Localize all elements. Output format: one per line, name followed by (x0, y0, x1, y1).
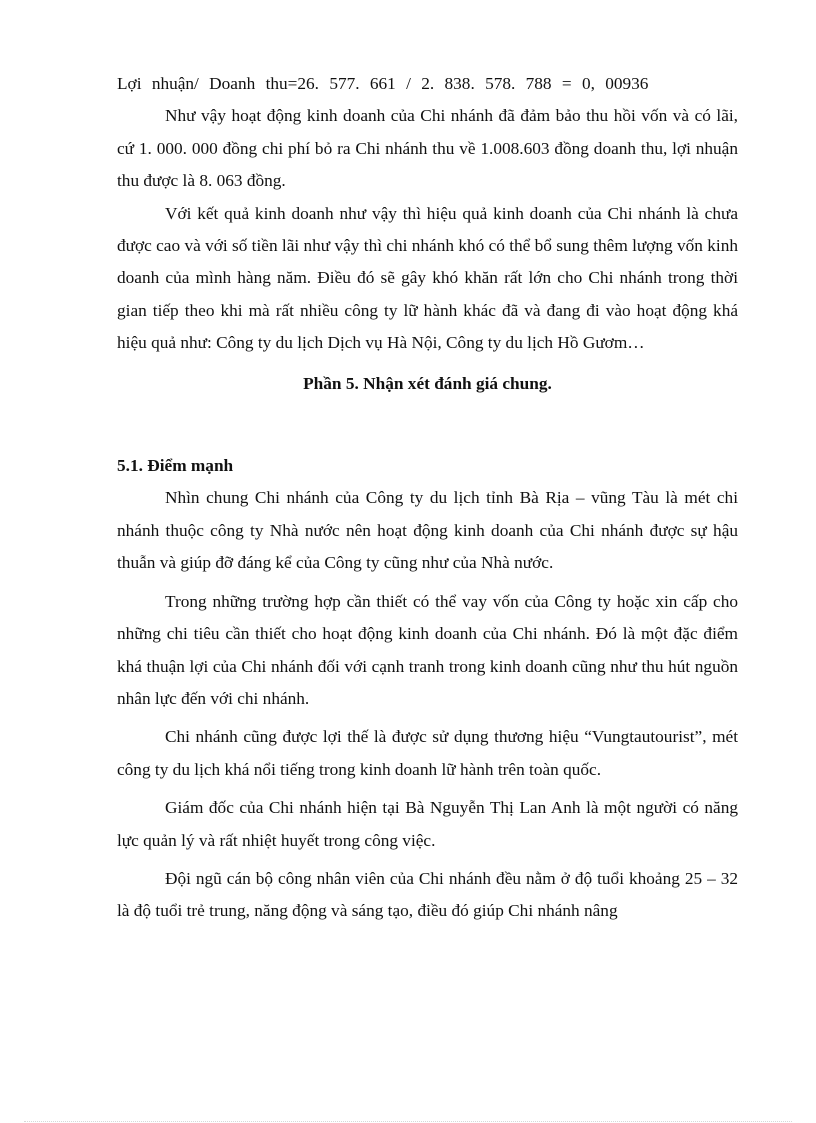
paragraph-director: Giám đốc của Chi nhánh hiện tại Bà Nguyễn Thị Lan Anh là một người có năng lực quản lý và rất nhiệt huyết trong công việc. (117, 798, 738, 850)
paragraph-capital-access: Trong những trường hợp cần thiết có thể vay vốn của Công ty hoặc xin cấp cho những chi tiêu cần thiết cho hoạt động kinh doanh của Chi nhánh. Đó là một đặc điểm khá thuận lợi của Chi nhánh đối với cạnh tranh trong kinh doanh cũng như thu hút nguồn nhân lực đến với chi nhánh. (117, 591, 738, 708)
paragraph-brand-advantage: Chi nhánh cũng được lợi thế là được sử dụng thương hiệu “Vungtautourist”, mét công ty du lịch khá nổi tiếng trong kinh doanh lữ hành trên toàn quốc. (117, 727, 738, 779)
section-title: Phần 5. Nhận xét đánh giá chung. (303, 373, 552, 393)
spacer (117, 360, 738, 368)
paragraph-profit-summary: Như vậy hoạt động kinh doanh của Chi nhánh đã đảm bảo thu hồi vốn và có lãi, cứ 1. 000. 000 đồng chi phí bỏ ra Chi nhánh thu về 1.008.603 đồng doanh thu, lợi nhuận thu được là 8. 063 đồng. (117, 106, 738, 191)
subsection-title: 5.1. Điểm mạnh (117, 456, 234, 476)
paragraph-staff: Đội ngũ cán bộ công nhân viên của Chi nhánh đều nằm ở độ tuổi khoảng 25 – 32 là độ tuổi trẻ trung, năng động và sáng tạo, điều đó giúp Chi nhánh nâng (117, 868, 738, 921)
paragraph-state-backing: Nhìn chung Chi nhánh của Công ty du lịch tỉnh Bà Rịa – vũng Tàu là mét chi nhánh thuộc công ty Nhà nước nên hoạt động kinh doanh của Chi nhánh được sự hậu thuẫn và giúp đỡ đáng kể của Công ty cũng như của Nhà nước. (117, 488, 738, 573)
ratio-formula-line: Lợi nhuận/ Doanh thu=26. 577. 661 / 2. 838. 578. 788 = 0, 00936 (117, 74, 649, 93)
page-bottom-border (24, 1121, 792, 1122)
paragraph-efficiency-assessment: Với kết quả kinh doanh như vậy thì hiệu quả kinh doanh của Chi nhánh là chưa được cao và với số tiền lãi như vậy thì chi nhánh khó có thể bổ sung thêm lượng vốn kinh doanh của mình hàng năm. Điều đó sẽ gây khó khăn rất lớn cho Chi nhánh trong thời gian tiếp theo khi mà rất nhiều công ty lữ hành khác đã và đang đi vào hoạt động khá hiệu quả như: Công ty du lịch Dịch vụ Hà Nội, Công ty du lịch Hồ Gươm… (117, 203, 738, 353)
